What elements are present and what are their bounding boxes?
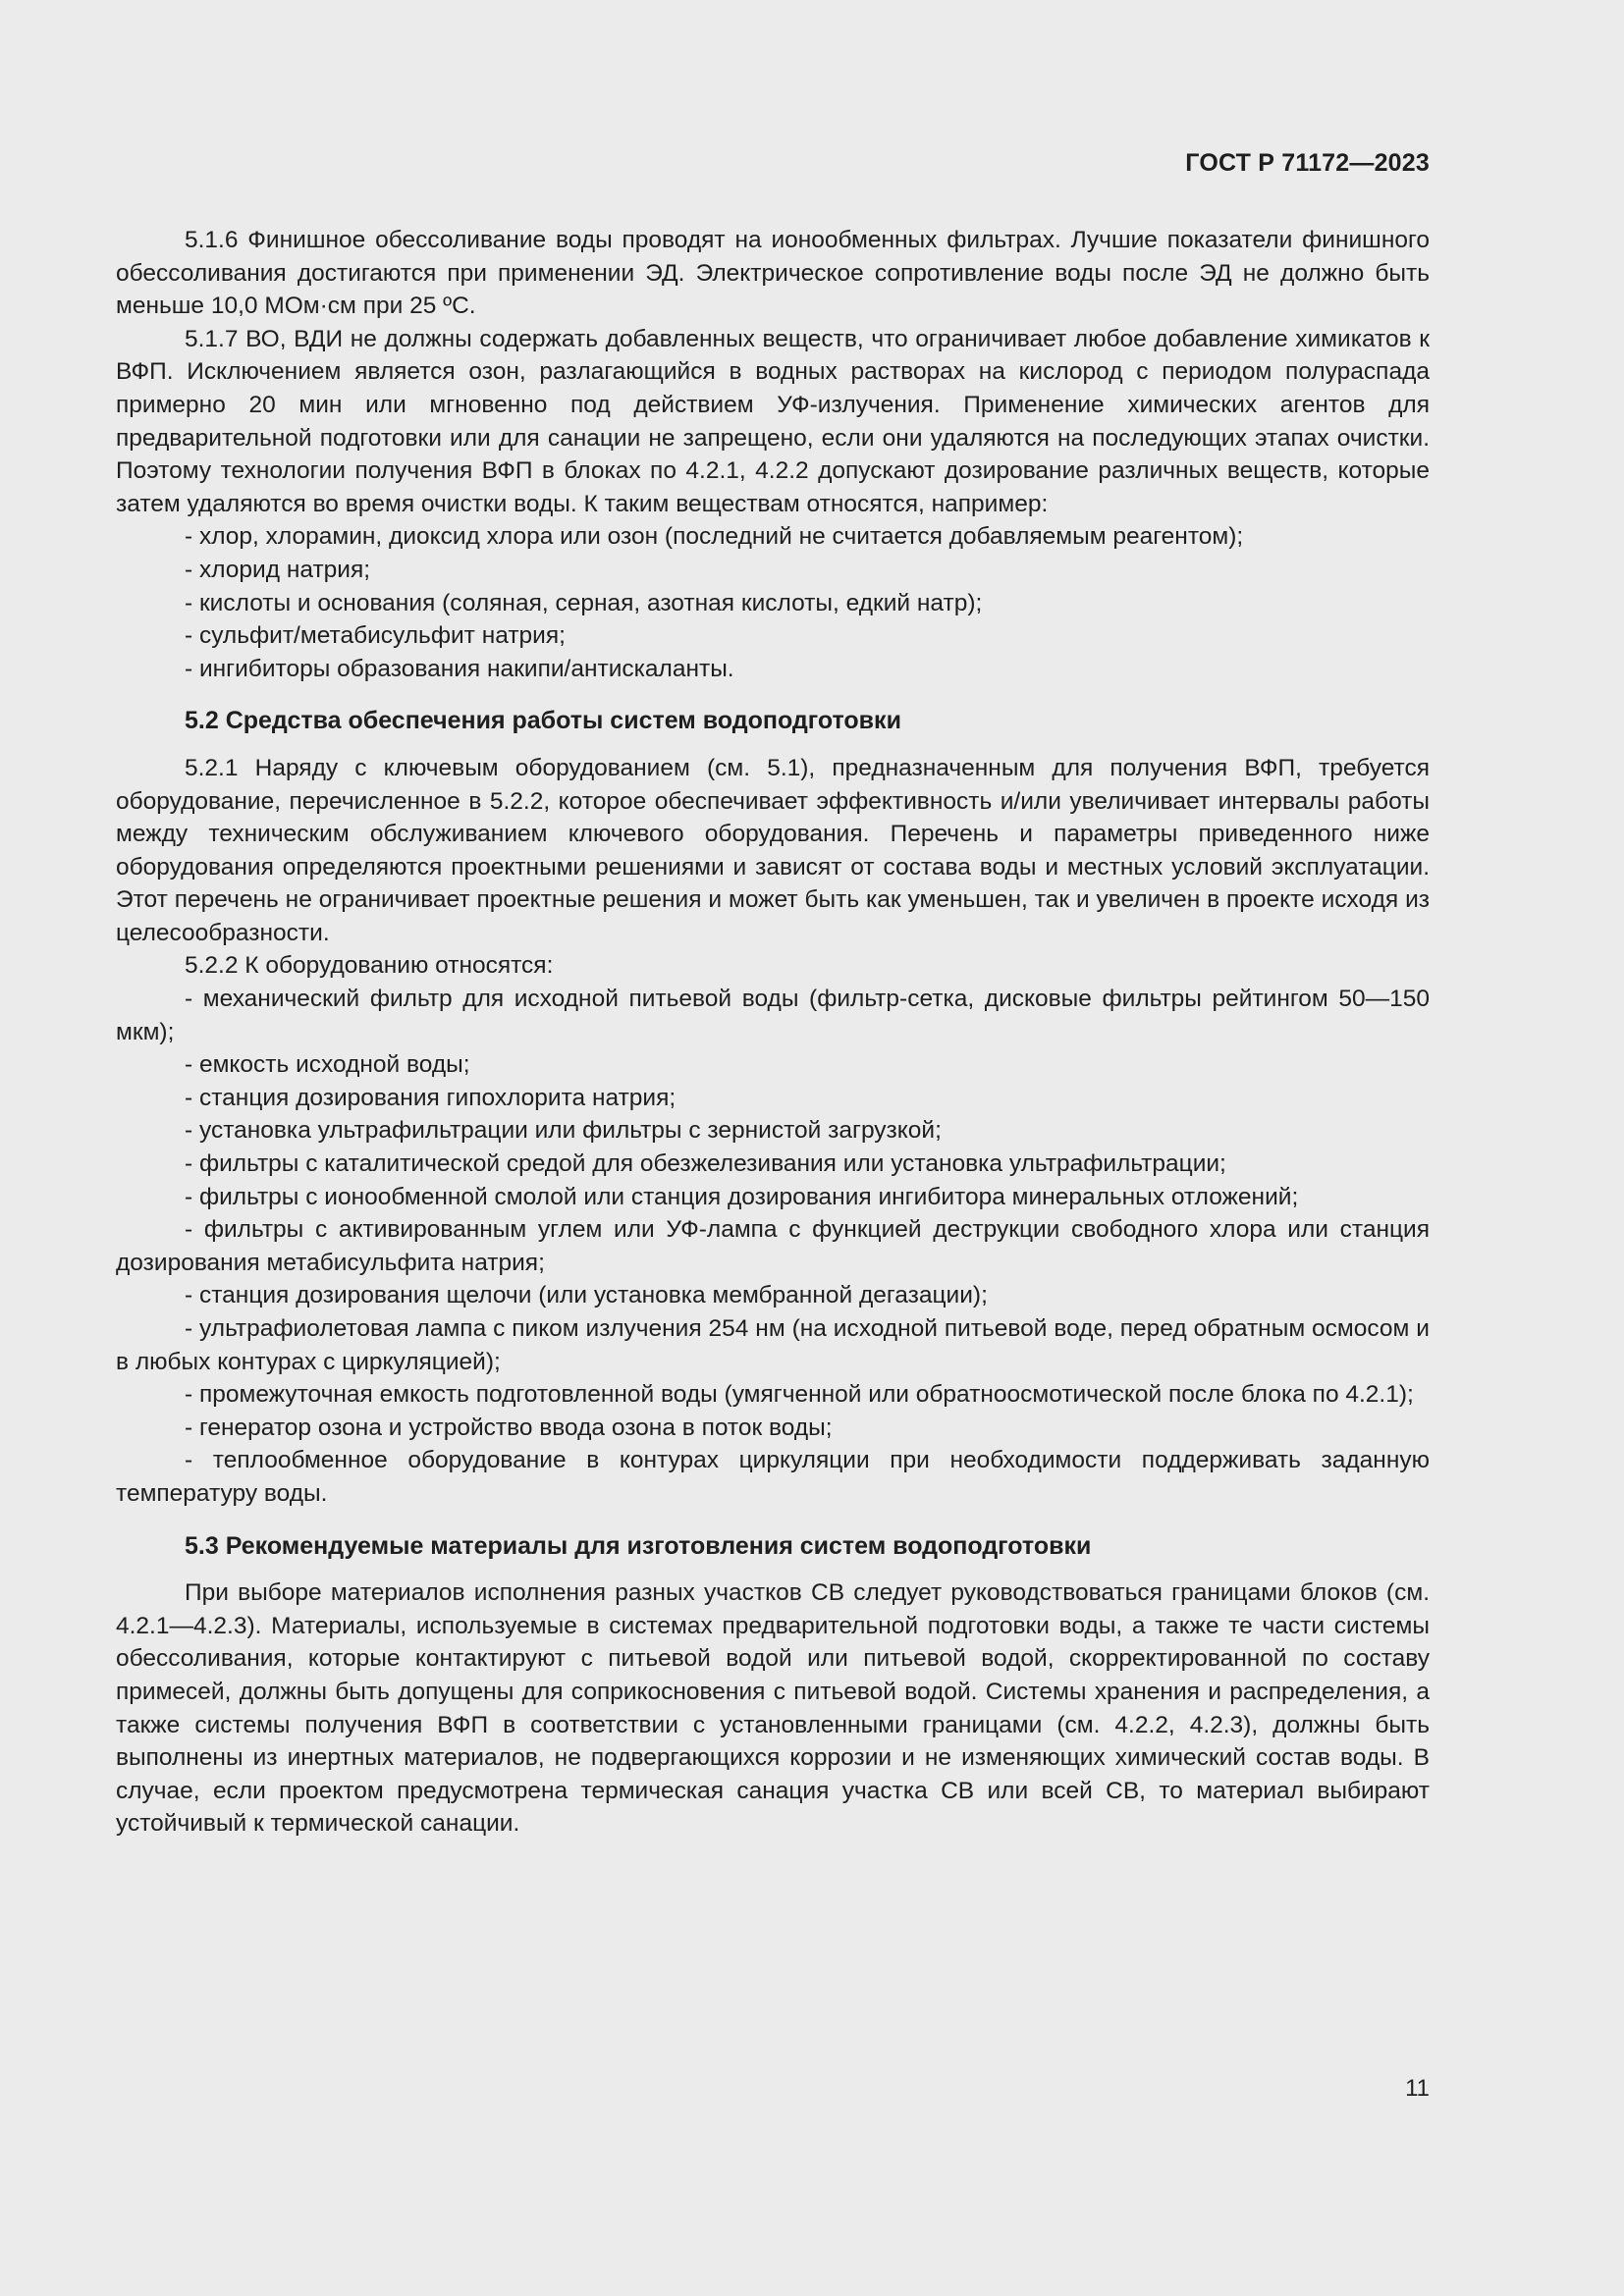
list-item: - теплообменное оборудование в контурах циркуляции при необходимости поддерживать заданную температуру воды. [116,1447,1430,1507]
document-body [116,224,1430,1841]
paragraph-5-1-7: 5.1.7 ВО, ВДИ не должны содержать добавленных веществ, что ограничивает любое добавление химикатов к ВФП. Исключением является озон, разлагающийся в водных растворах на кислород с периодом полураспада примерно 20 мин или мгновенно под действием УФ-излучения. Применение химических агентов для предварительной подготовки или для санации не запрещено, если они удаляются на последующих этапах очистки. Поэтому технологии получения ВФП в блоках по 4.2.1, 4.2.2 допускают дозирование различных веществ, которые затем удаляются во время очистки воды. К таким веществам относятся, например: [116,325,1430,517]
equipment-list [116,983,1430,1511]
paragraph-5-3: При выборе материалов исполнения разных участков СВ следует руководствоваться границами блоков (см. 4.2.1—4.2.3). Материалы, используемые в системах предварительной подготовки воды, а также те части системы обессоливания, которые контактируют с питьевой водой или питьевой водой, скорректированной по составу примесей, должны быть допущены для соприкосновения с питьевой водой. Системы хранения и распределения, а также системы получения ВФП в соответствии с установленными границами (см. 4.2.2, 4.2.3), должны быть выполнены из инертных материалов, не подвергающихся коррозии и не изменяющих химический состав воды. В случае, если проектом предусмотрена термическая санация участка СВ или всей СВ, то материал выбирают устойчивый к термической санации. [116,1579,1430,1838]
list-item: - установка ультрафильтрации или фильтры с зернистой загрузкой; [185,1117,942,1145]
list-item: - фильтры с ионообменной смолой или станция дозирования ингибитора минеральных отложений; [185,1183,1299,1210]
list-item: - фильтры с активированным углем или УФ-лампа с функцией деструкции свободного хлора или станция дозирования метабисульфита натрия; [116,1216,1430,1276]
list-item: - станция дозирования щелочи (или установка мембранной дегазации); [185,1282,988,1309]
section-heading-5-2: 5.2 Средства обеспечения работы систем водоподготовки [185,707,901,735]
list-item: - хлор, хлорамин, диоксид хлора или озон (последний не считается добавляемым реагентом); [185,523,1244,551]
list-item: - хлорид натрия; [185,556,371,583]
document-code-header: ГОСТ Р 71172—2023 [1185,149,1430,177]
list-item: - ультрафиолетовая лампа с пиком излучения 254 нм (на исходной питьевой воде, перед обратным осмосом и в любых контурах с циркуляцией); [116,1315,1430,1375]
paragraph-5-1-6: 5.1.6 Финишное обессоливание воды проводят на ионообменных фильтрах. Лучшие показатели финишного обессоливания достигаются при применении ЭД. Электрическое сопротивление воды после ЭД не должно быть меньше 10,0 МОм·см при 25 ºС. [116,227,1430,320]
list-item: - промежуточная емкость подготовленной воды (умягченной или обратноосмотической после блока по 4.2.1); [185,1381,1414,1409]
list-item: - кислоты и основания (соляная, серная, азотная кислоты, едкий натр); [185,589,983,616]
list-item: - генератор озона и устройство ввода озона в поток воды; [185,1414,833,1441]
substances-list [116,520,1430,685]
list-item: - сульфит/метабисульфит натрия; [185,622,566,650]
paragraph-5-2-1: 5.2.1 Наряду с ключевым оборудованием (см. 5.1), предназначенным для получения ВФП, требуется оборудование, перечисленное в 5.2.2, которое обеспечивает эффективность и/или увеличивает интервалы работы между техническим обслуживанием ключевого оборудования. Перечень и параметры приведенного ниже оборудования определяются проектными решениями и зависят от состава воды и местных условий эксплуатации. Этот перечень не ограничивает проектные решения и может быть как уменьшен, так и увеличен в проекте исходя из целесообразности. [116,754,1430,946]
list-item: - ингибиторы образования накипи/антискаланты. [185,655,734,682]
list-item: - станция дозирования гипохлорита натрия; [185,1084,677,1111]
paragraph-5-2-2: 5.2.2 К оборудованию относятся: [185,952,554,980]
page-number: 11 [1405,2075,1430,2102]
list-item: - фильтры с каталитической средой для обезжелезивания или установка ультрафильтрации; [185,1150,1226,1178]
section-heading-5-3: 5.3 Рекомендуемые материалы для изготовления систем водоподготовки [185,1531,1092,1560]
list-item: - механический фильтр для исходной питьевой воды (фильтр-сетка, дисковые фильтры рейтингом 50—150 мкм); [116,986,1430,1045]
list-item: - емкость исходной воды; [185,1051,470,1079]
